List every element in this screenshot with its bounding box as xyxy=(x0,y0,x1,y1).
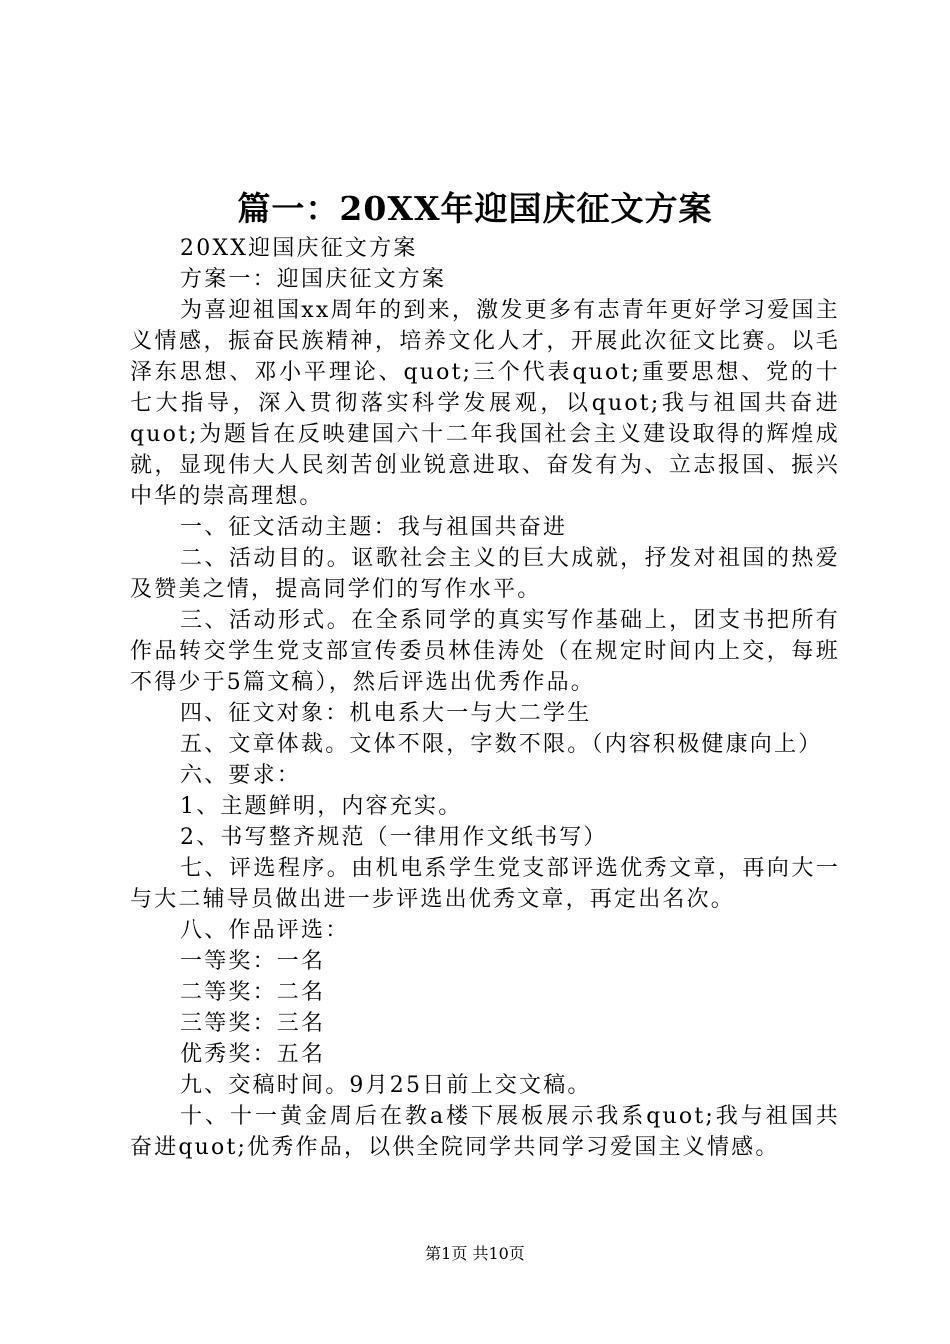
paragraph: 20XX迎国庆征文方案 xyxy=(180,236,418,261)
paragraph: 1、主题鲜明，内容充实。 xyxy=(180,794,463,819)
paragraph: 十、十一黄金周后在教a楼下展板展示我系quot;我与祖国共奋进quot;优秀作品，以供全院同学共同学习爱国主义情感。 xyxy=(130,1104,840,1160)
paragraph: 方案一：迎国庆征文方案 xyxy=(180,267,447,292)
document-title: 篇一：20XX年迎国庆征文方案 xyxy=(237,189,713,228)
paragraph: 2、书写整齐规范（一律用作文纸书写） xyxy=(180,825,608,850)
paragraph: 一等奖：一名 xyxy=(180,949,326,974)
paragraph: 三、活动形式。在全系同学的真实写作基础上，团支书把所有作品转交学生党支部宣传委员林佳涛处（在规定时间内上交，每班不得少于5篇文稿），然后评选出优秀作品。 xyxy=(130,608,840,695)
paragraph: 六、要求： xyxy=(180,763,302,788)
paragraph: 为喜迎祖国xx周年的到来，激发更多有志青年更好学习爱国主义情感，振奋民族精神，培养文化人才，开展此次征文比赛。以毛泽东思想、邓小平理论、quot;三个代表quot;重要思想、党的十七大指导，深入贯彻落实科学发展观，以quot;我与祖国共奋进quot;为题旨在反映建国六十二年我国社会主义建设取得的辉煌成就，显现伟大人民刻苦创业锐意进取、奋发有为、立志报国、振兴中华的崇高理想。 xyxy=(130,298,840,509)
document-body xyxy=(130,233,840,1163)
paragraph: 五、文章体裁。文体不限，字数不限。（内容积极健康向上） xyxy=(180,732,823,757)
paragraph: 八、作品评选： xyxy=(180,918,350,943)
paragraph: 优秀奖：五名 xyxy=(180,1042,326,1067)
paragraph: 三等奖：三名 xyxy=(180,1011,326,1036)
paragraph: 二等奖：二名 xyxy=(180,980,326,1005)
paragraph: 四、征文对象：机电系大一与大二学生 xyxy=(180,701,592,726)
paragraph: 七、评选程序。由机电系学生党支部评选优秀文章，再向大一与大二辅导员做出进一步评选出优秀文章，再定出名次。 xyxy=(130,856,840,912)
paragraph: 九、交稿时间。9月25日前上交文稿。 xyxy=(180,1073,592,1098)
paragraph: 二、活动目的。讴歌社会主义的巨大成就，抒发对祖国的热爱及赞美之情，提高同学们的写作水平。 xyxy=(130,546,840,602)
paragraph: 一、征文活动主题：我与祖国共奋进 xyxy=(180,515,568,540)
page-footer: 第1页 共10页 xyxy=(425,1244,525,1263)
